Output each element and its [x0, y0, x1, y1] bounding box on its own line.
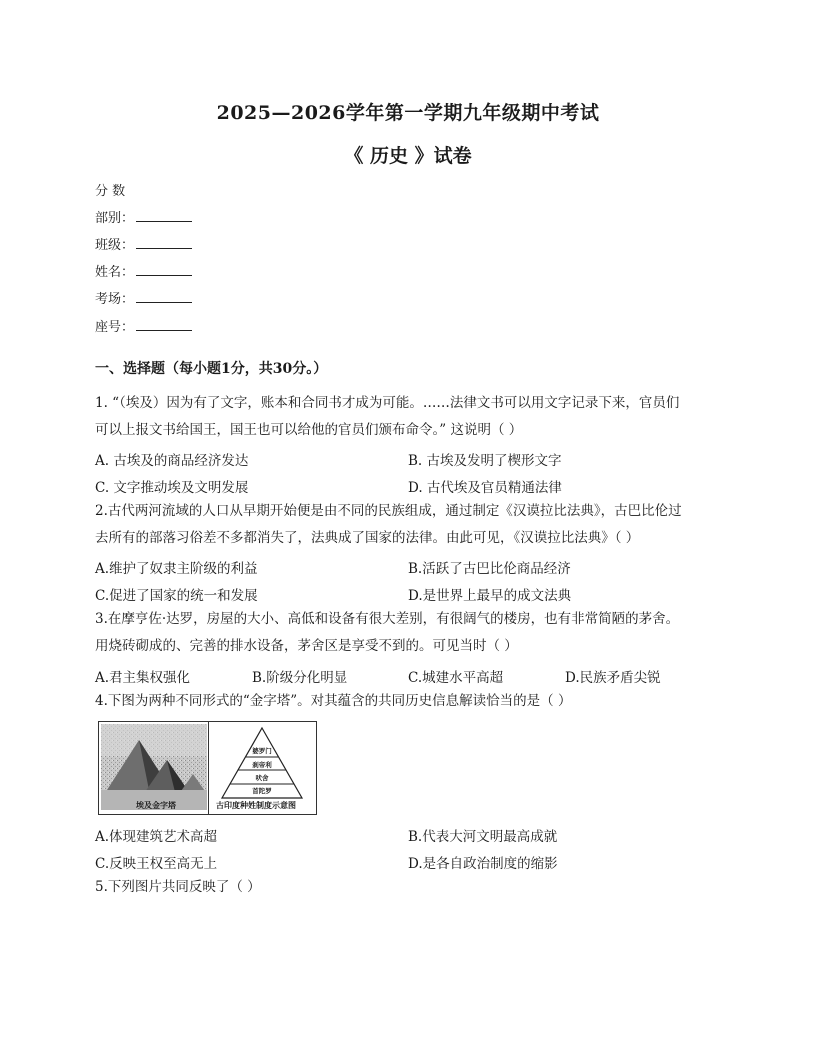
info-label: 部别： [95, 211, 135, 226]
question-3-option-c[interactable]: C.城建水平高超 [408, 670, 504, 686]
question-5-stem [95, 874, 725, 901]
caste-tier-3: 吠舍 [255, 774, 269, 782]
stem-line: 4.下图为两种不同形式的“金字塔”。对其蕴含的共同历史信息解读恰当的是（ ） [95, 693, 572, 709]
question-2-stem [95, 498, 725, 552]
question-2-option-a[interactable]: A.维护了奴隶主阶级的利益 [95, 561, 258, 577]
question-1-option-a[interactable]: A. 古埃及的商品经济发达 [95, 453, 249, 469]
info-label: 座号： [95, 320, 135, 335]
stem-line: 2.古代两河流域的人口从早期开始便是由不同的民族组成，通过制定《汉谟拉比法典》，古巴比伦过 [95, 503, 682, 519]
question-3-option-a[interactable]: A.君主集权强化 [95, 670, 191, 686]
stem-line: 去所有的部落习俗差不多都消失了，法典成了国家的法律。由此可见，《汉谟拉比法典》（ ） [95, 530, 640, 546]
question-4-figure [98, 721, 317, 815]
seat-number-field [95, 316, 192, 335]
score-label [95, 180, 125, 199]
caste-tier-1: 婆罗门 [252, 747, 272, 755]
question-1-option-c[interactable]: C. 文字推动埃及文明发展 [95, 480, 249, 496]
question-1-stem [95, 390, 725, 444]
question-3-stem [95, 606, 725, 660]
question-3-option-b[interactable]: B.阶级分化明显 [252, 670, 348, 686]
stem-line: 3.在摩亨佐·达罗，房屋的大小、高低和设备有很大差别，有很阔气的楼房，也有非常简陋的茅舍。 [95, 611, 680, 627]
figure-divider [208, 722, 209, 814]
exam-title: 2025—2026学年第一学期九年级期中考试 [216, 102, 600, 124]
info-label: 班级： [95, 238, 135, 253]
fill-blank[interactable] [136, 318, 192, 331]
info-label: 分 数 [95, 184, 126, 199]
info-label: 考场： [95, 292, 135, 307]
caste-tier-4: 首陀罗 [252, 787, 272, 795]
question-2-option-c[interactable]: C.促进了国家的统一和发展 [95, 588, 258, 604]
fill-blank[interactable] [136, 209, 192, 222]
caste-tier-2: 刹帝利 [252, 761, 272, 769]
question-4-option-a[interactable]: A.体现建筑艺术高超 [95, 829, 218, 845]
right-caption: 古印度种姓制度示意图 [216, 801, 296, 810]
question-2-option-b[interactable]: B.活跃了古巴比伦商品经济 [408, 561, 571, 577]
section-title: 一、选择题（每小题1分，共30分。） [95, 361, 328, 377]
fill-blank[interactable] [136, 290, 192, 303]
left-caption: 埃及金字塔 [136, 801, 176, 810]
question-4-option-b[interactable]: B.代表大河文明最高成就 [408, 829, 558, 845]
question-4-option-d[interactable]: D.是各自政治制度的缩影 [408, 856, 558, 872]
question-1-option-b[interactable]: B. 古埃及发明了楔形文字 [408, 453, 562, 469]
exam-room-field [95, 288, 192, 307]
stem-line: 5.下列图片共同反映了（ ） [95, 879, 261, 895]
fill-blank[interactable] [136, 263, 192, 276]
question-3-option-d[interactable]: D.民族矛盾尖锐 [565, 670, 661, 686]
fill-blank[interactable] [136, 236, 192, 249]
stem-line: 可以上报文书给国王，国王也可以给他的官员们颁布命令。” 这说明（ ） [95, 422, 523, 438]
name-field [95, 261, 192, 280]
exam-subtitle: 《 历史 》试卷 [344, 145, 472, 167]
question-1-option-d[interactable]: D. 古代埃及官员精通法律 [408, 480, 562, 496]
stem-line: 用烧砖砌成的、完善的排水设备，茅舍区是享受不到的。可见当时（ ） [95, 638, 518, 654]
question-2-option-d[interactable]: D.是世界上最早的成文法典 [408, 588, 572, 604]
question-4-option-c[interactable]: C.反映王权至高无上 [95, 856, 218, 872]
info-label: 姓名： [95, 265, 135, 280]
department-field [95, 207, 192, 226]
class-field [95, 234, 192, 253]
stem-line: 1. “（埃及）因为有了文字，账本和合同书才成为可能。……法律文书可以用文字记录下来，官员们 [95, 395, 680, 411]
egypt-pyramids-image [101, 724, 207, 810]
question-4-stem [95, 688, 725, 715]
